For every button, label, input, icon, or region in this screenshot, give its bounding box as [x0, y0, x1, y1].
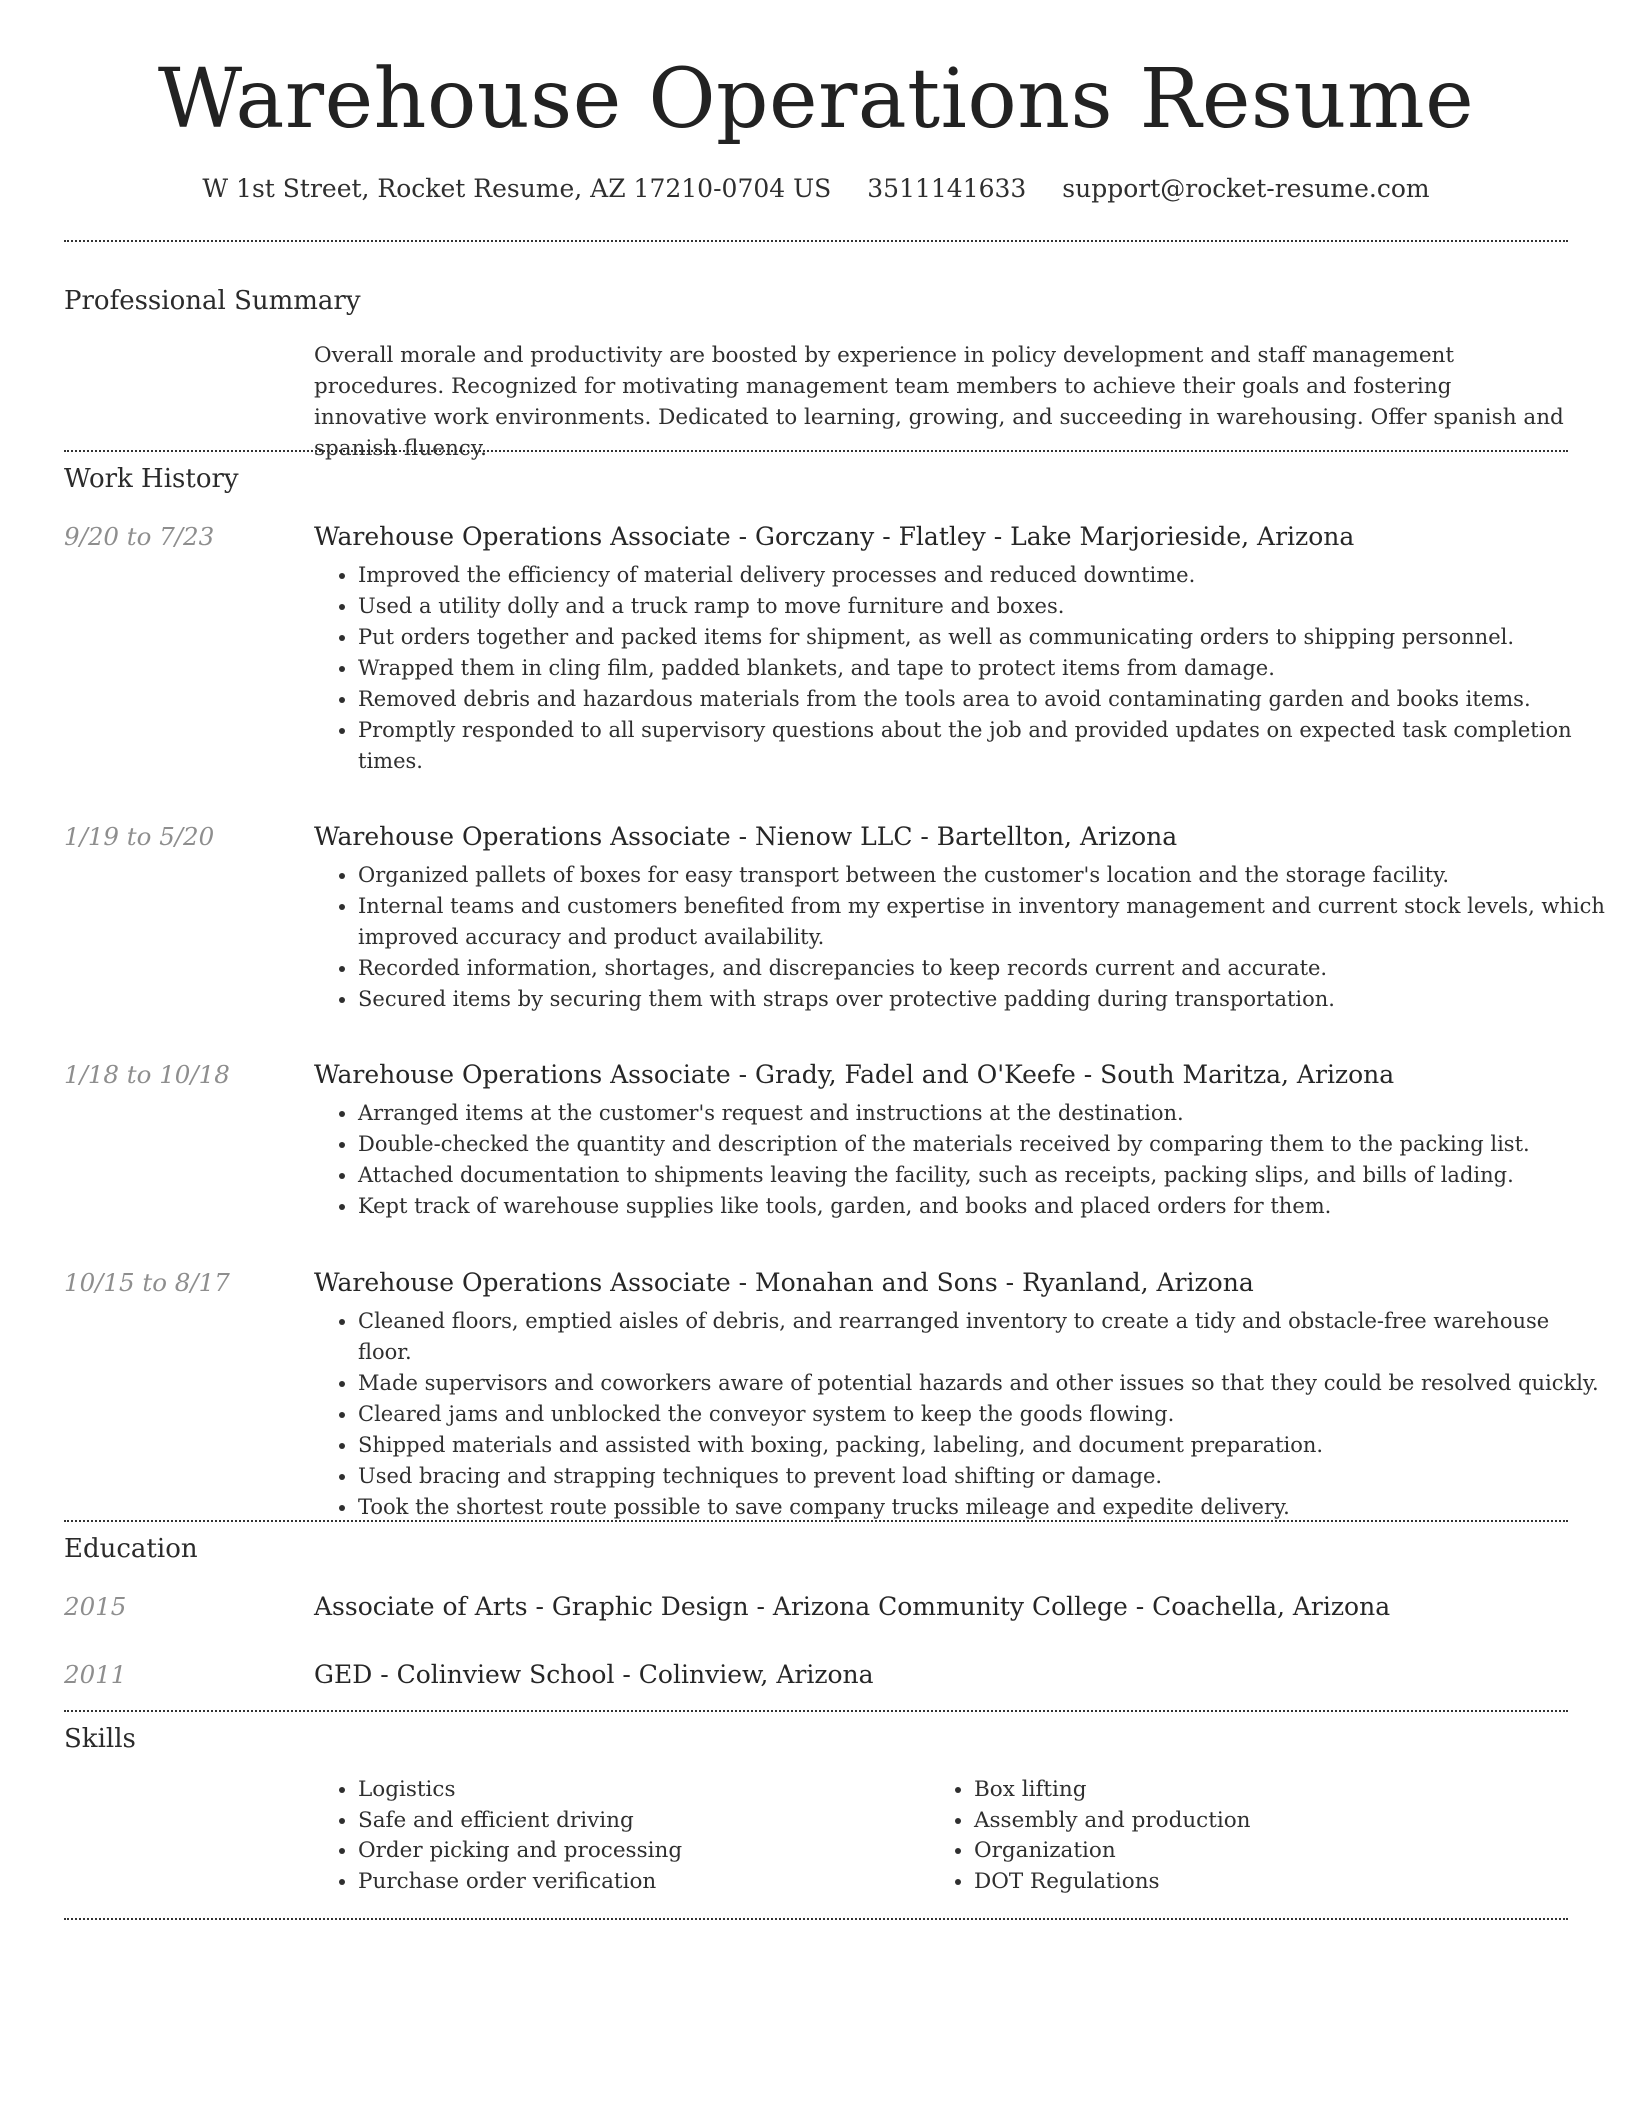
- section-heading-education: Education: [64, 1534, 198, 1564]
- resume-title: Warehouse Operations Resume: [157, 52, 1475, 147]
- contact-phone: 3511141633: [867, 174, 1027, 203]
- job-bullets: [314, 860, 1608, 1015]
- job-bullet: • Kept track of warehouse supplies like tools, garden, and books and placed orders for them.: [358, 1191, 1608, 1222]
- divider: [64, 1710, 1568, 1712]
- job-title: Warehouse Operations Associate - Monahan and Sons - Ryanland, Arizona: [314, 1268, 1254, 1297]
- job-title: Warehouse Operations Associate - Grady, Fadel and O'Keefe - South Maritza, Arizona: [314, 1060, 1395, 1089]
- divider: [64, 240, 1568, 242]
- job-bullet: • Attached documentation to shipments leaving the facility, such as receipts, packing slips, and bills of lading.: [358, 1160, 1608, 1191]
- job-bullet: • Used a utility dolly and a truck ramp to move furniture and boxes.: [358, 591, 1608, 622]
- contact-email: support@rocket-resume.com: [1062, 174, 1430, 203]
- divider: [64, 1520, 1568, 1522]
- job-bullet: • Internal teams and customers benefited from my expertise in inventory management and current stock levels, which improved accuracy and product availability.: [358, 891, 1608, 953]
- skill-item: • DOT Regulations: [974, 1867, 1534, 1898]
- skill-item: • Organization: [974, 1836, 1534, 1867]
- skills-list-left: [314, 1775, 918, 1897]
- job-bullets: [314, 560, 1608, 777]
- job-bullet: • Shipped materials and assisted with boxing, packing, labeling, and document preparation.: [358, 1430, 1608, 1461]
- skill-item: • Box lifting: [974, 1775, 1534, 1806]
- divider: [64, 1918, 1568, 1920]
- job-dates: 1/18 to 10/18: [64, 1060, 230, 1089]
- job-bullet: • Removed debris and hazardous materials from the tools area to avoid contaminating garden and books items.: [358, 684, 1608, 715]
- skill-item: • Logistics: [358, 1775, 918, 1806]
- section-heading-work-history: Work History: [64, 464, 239, 494]
- job-bullet: • Double-checked the quantity and description of the materials received by comparing them to the packing list.: [358, 1129, 1608, 1160]
- education-title: GED - Colinview School - Colinview, Arizona: [314, 1660, 874, 1689]
- contact-line: [0, 172, 1632, 206]
- job-bullet: • Promptly responded to all supervisory questions about the job and provided updates on expected task completion times.: [358, 715, 1608, 777]
- summary-text: Overall morale and productivity are boosted by experience in policy development and staff management procedures. Recognized for motivating management team members to achieve their goals and fostering innovative work environments. Dedicated to learning, growing, and succeeding in warehousing. Offer spanish and spanish fluency.: [314, 343, 1564, 461]
- contact-address: W 1st Street, Rocket Resume, AZ 17210-0704 US: [202, 174, 832, 203]
- job-dates: 1/19 to 5/20: [64, 822, 215, 851]
- job-bullet: • Made supervisors and coworkers aware of potential hazards and other issues so that they could be resolved quickly.: [358, 1368, 1608, 1399]
- job-dates: 10/15 to 8/17: [64, 1268, 230, 1297]
- job-bullet: • Cleared jams and unblocked the conveyor system to keep the goods flowing.: [358, 1399, 1608, 1430]
- job-bullets: [314, 1306, 1608, 1523]
- section-heading-skills: Skills: [64, 1724, 136, 1754]
- job-bullets: [314, 1098, 1608, 1222]
- job-bullet: • Arranged items at the customer's request and instructions at the destination.: [358, 1098, 1608, 1129]
- job-bullet: • Cleaned floors, emptied aisles of debris, and rearranged inventory to create a tidy and obstacle-free warehouse floor.: [358, 1306, 1608, 1368]
- job-bullet: • Organized pallets of boxes for easy transport between the customer's location and the storage facility.: [358, 860, 1608, 891]
- education-year: 2011: [64, 1660, 127, 1689]
- job-bullet: • Wrapped them in cling film, padded blankets, and tape to protect items from damage.: [358, 653, 1608, 684]
- skill-item: • Order picking and processing: [358, 1836, 918, 1867]
- job-bullet: • Improved the efficiency of material delivery processes and reduced downtime.: [358, 560, 1608, 591]
- education-year: 2015: [64, 1592, 127, 1621]
- job-bullet: • Put orders together and packed items for shipment, as well as communicating orders to shipping personnel.: [358, 622, 1608, 653]
- skills-list-right: [930, 1775, 1534, 1897]
- skill-item: • Purchase order verification: [358, 1867, 918, 1898]
- education-title: Associate of Arts - Graphic Design - Arizona Community College - Coachella, Arizona: [314, 1592, 1391, 1621]
- job-dates: 9/20 to 7/23: [64, 522, 215, 551]
- job-bullet: • Recorded information, shortages, and discrepancies to keep records current and accurate.: [358, 953, 1608, 984]
- job-title: Warehouse Operations Associate - Gorczany - Flatley - Lake Marjorieside, Arizona: [314, 522, 1355, 551]
- section-heading-summary: Professional Summary: [64, 286, 361, 316]
- skill-item: • Safe and efficient driving: [358, 1806, 918, 1837]
- job-title: Warehouse Operations Associate - Nienow LLC - Bartellton, Arizona: [314, 822, 1178, 851]
- job-bullet: • Secured items by securing them with straps over protective padding during transportation.: [358, 984, 1608, 1015]
- job-bullet: • Used bracing and strapping techniques to prevent load shifting or damage.: [358, 1461, 1608, 1492]
- divider: [64, 450, 1568, 452]
- skill-item: • Assembly and production: [974, 1806, 1534, 1837]
- job-bullet: • Took the shortest route possible to save company trucks mileage and expedite delivery.: [358, 1492, 1608, 1523]
